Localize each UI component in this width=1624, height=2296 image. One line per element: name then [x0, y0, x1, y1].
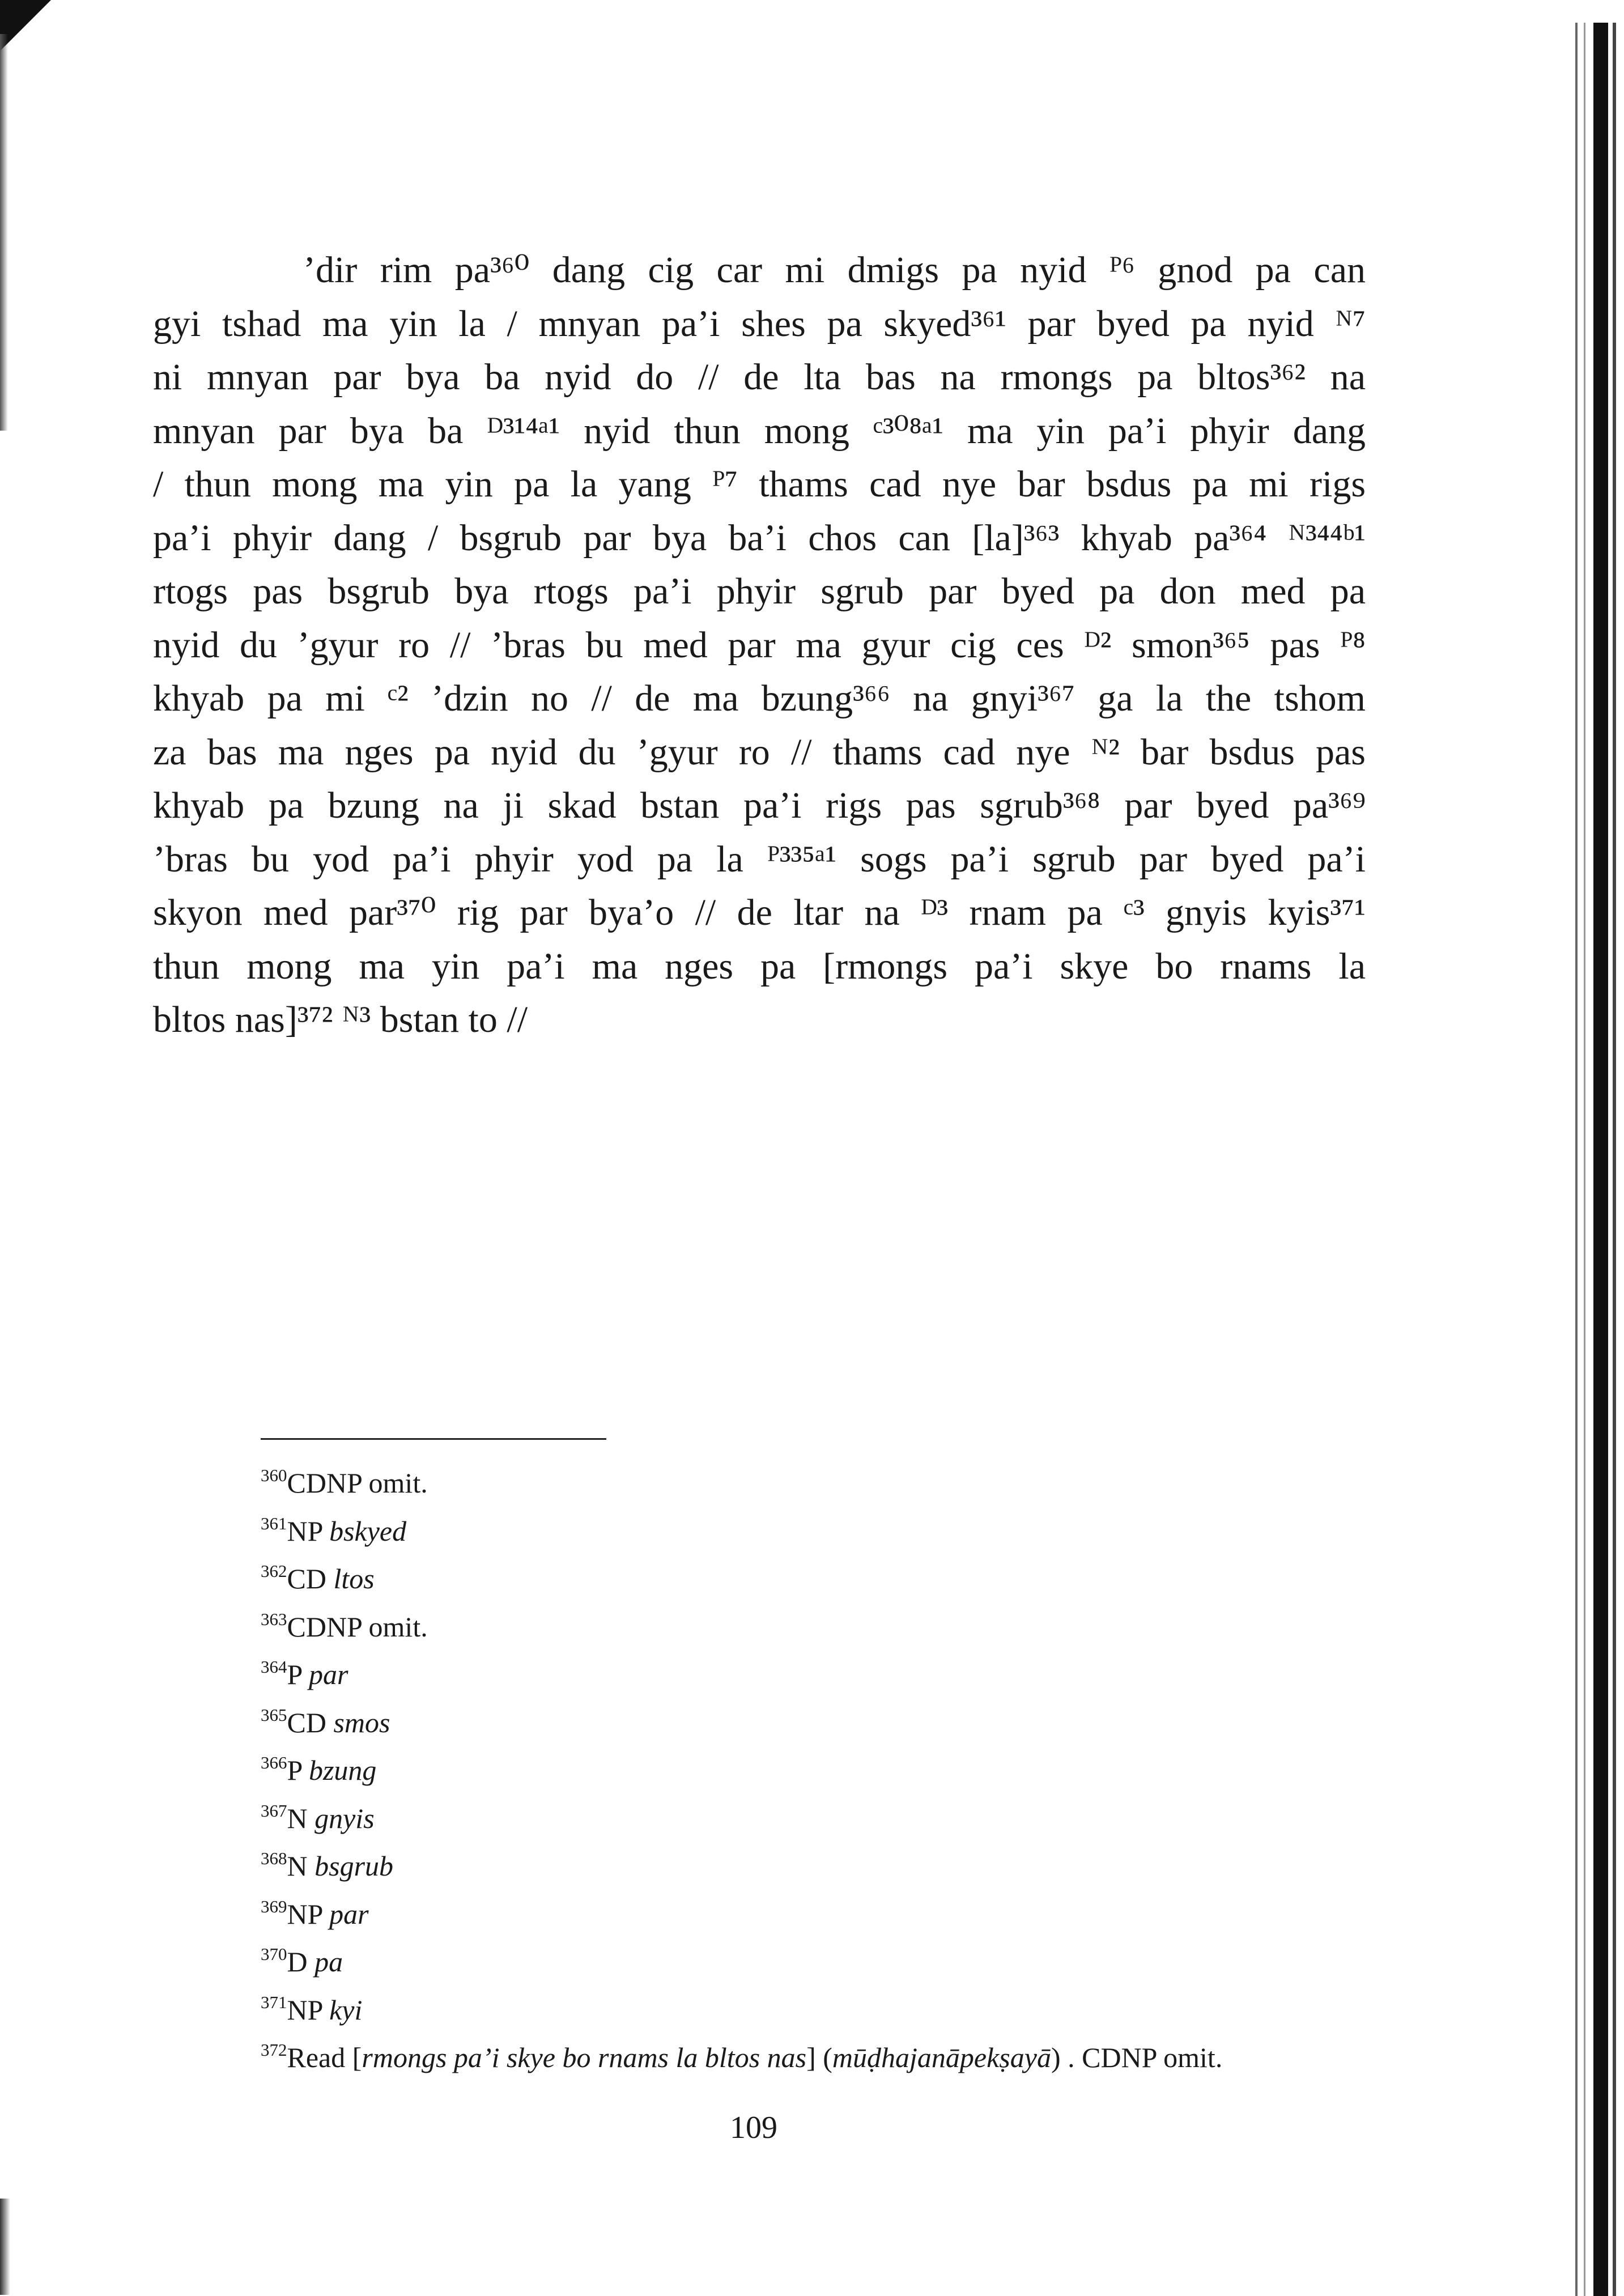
text-line: gyi tshad ma yin la / mnyan pa’i shes pa skyed³⁶¹ par byed pa nyid ᴺ⁷ — [153, 303, 1366, 345]
footnote-reading: bsgrub — [314, 1850, 394, 1882]
footnote-number: 367 — [261, 1800, 287, 1821]
scan-left-shadow-bottom — [0, 2199, 10, 2295]
footnote-number: 372 — [261, 2040, 287, 2060]
scan-right-edge — [1584, 23, 1585, 2296]
footnote-witness: P — [287, 1754, 302, 1786]
footnote — [261, 1842, 1451, 1890]
footnote-number: 364 — [261, 1657, 287, 1677]
footnote — [261, 1890, 1451, 1938]
text-line: nyid du ’gyur ro // ’bras bu med par ma gyur cig ces ᴰ² smon³⁶⁵ pas ᴾ⁸ — [153, 624, 1366, 666]
footnote-number: 361 — [261, 1513, 287, 1533]
footnote — [261, 1986, 1451, 2034]
footnote-reading: smos — [333, 1706, 390, 1738]
footnote-witness: CDNP — [287, 1610, 362, 1643]
footnote-separator — [261, 1438, 606, 1440]
footnote-witness: D — [287, 1946, 308, 1978]
footnote — [261, 1651, 1451, 1699]
footnote-reading: kyi — [329, 1993, 363, 2026]
footnote-number: 365 — [261, 1704, 287, 1725]
footnote-reading: omit. — [368, 1467, 428, 1499]
footnote-middle: ] ( — [806, 2042, 832, 2073]
footnote-number: 366 — [261, 1753, 287, 1772]
text-line: za bas ma nges pa nyid du ’gyur ro // thams cad nye ᴺ² bar bsdus pas — [153, 731, 1366, 773]
footnote-reading: par — [308, 1659, 348, 1690]
scan-right-edge — [1593, 23, 1608, 2296]
footnote-suffix: ) . CDNP omit. — [1051, 2042, 1223, 2073]
footnote-witness: CD — [287, 1706, 326, 1738]
text-line: bltos nas]³⁷² ᴺ³ bstan to // — [153, 999, 528, 1040]
footnote-sanskrit: mūḍhajanāpekṣayā — [832, 2042, 1051, 2073]
footnote — [261, 1603, 1451, 1651]
footnote-prefix: Read [ — [287, 2042, 362, 2073]
footnote-witness: NP — [287, 1993, 322, 2026]
footnote-number: 368 — [261, 1848, 287, 1868]
footnote-witness: NP — [287, 1898, 322, 1930]
main-text — [153, 244, 1366, 1047]
footnote-witness: N — [287, 1802, 308, 1834]
footnote-reading: omit. — [368, 1610, 428, 1643]
text-line: / thun mong ma yin pa la yang ᴾ⁷ thams cad nye bar bsdus pa mi rigs — [153, 464, 1366, 505]
text-line: ’bras bu yod pa’i phyir yod pa la ᴾ³³⁵ᵃ¹ sogs pa’i sgrub par byed pa’i — [153, 838, 1366, 880]
footnote — [261, 1699, 1451, 1747]
text-line: thun mong ma yin pa’i ma nges pa [rmongs pa’i skye bo rnams la — [153, 945, 1366, 987]
footnote-witness: P — [287, 1659, 302, 1690]
footnote — [261, 1795, 1451, 1843]
text-line: pa’i phyir dang / bsgrub par bya ba’i chos can [la]³⁶³ khyab pa³⁶⁴ ᴺ³⁴⁴ᵇ¹ — [153, 517, 1366, 559]
footnote-witness: CD — [287, 1563, 326, 1595]
footnote-reading: gnyis — [314, 1802, 375, 1834]
text-line: rtogs pas bsgrub bya rtogs pa’i phyir sgrub par byed pa don med pa — [153, 571, 1366, 612]
footnote-witness: CDNP — [287, 1467, 362, 1499]
footnote-reading: bzung — [308, 1754, 377, 1786]
footnote-number: 363 — [261, 1609, 287, 1629]
footnote-number: 370 — [261, 1944, 287, 1964]
page-number: 109 — [730, 2110, 777, 2145]
footnote-reading: pa — [314, 1946, 343, 1978]
footnote — [261, 1459, 1451, 1507]
footnote-witness: NP — [287, 1515, 322, 1547]
text-line: mnyan par bya ba ᴰ³¹⁴ᵃ¹ nyid thun mong ᶜ³⁰⁸ᵃ¹ ma yin pa’i phyir dang — [153, 410, 1366, 452]
text-line: skyon med par³⁷⁰ rig par bya’o // de ltar na ᴰ³ rnam pa ᶜ³ gnyis kyis³⁷¹ — [153, 892, 1366, 933]
footnote — [261, 1938, 1451, 1986]
footnote-witness: N — [287, 1850, 308, 1882]
footnote-number: 369 — [261, 1896, 287, 1916]
footnote — [261, 1507, 1451, 1555]
scan-right-edge — [1575, 23, 1578, 2296]
footnote-number: 362 — [261, 1561, 287, 1581]
footnote — [261, 2034, 1451, 2082]
footnote — [261, 1746, 1451, 1795]
footnote-reading: ltos — [333, 1563, 375, 1595]
footnote-number: 360 — [261, 1465, 287, 1485]
scan-left-shadow — [0, 34, 8, 431]
text-line: ni mnyan par bya ba nyid do // de lta bas na rmongs pa bltos³⁶² na — [153, 356, 1366, 398]
text-line: ’dir rim pa³⁶⁰ dang cig car mi dmigs pa nyid ᴾ⁶ gnod pa can — [303, 249, 1366, 291]
footnote-reading: bskyed — [329, 1515, 407, 1547]
text-line: khyab pa mi ᶜ² ’dzin no // de ma bzung³⁶⁶ na gnyi³⁶⁷ ga la the tshom — [153, 678, 1366, 719]
footnote — [261, 1555, 1451, 1603]
text-line: khyab pa bzung na ji skad bstan pa’i rigs pas sgrub³⁶⁸ par byed pa³⁶⁹ — [153, 785, 1366, 826]
scan-right-edge — [1613, 23, 1616, 2296]
footnotes — [261, 1459, 1451, 2082]
footnote-number: 371 — [261, 1992, 287, 2012]
footnote-reading: par — [329, 1898, 369, 1930]
footnote-reading: rmongs pa’i skye bo rnams la bltos nas — [362, 2042, 807, 2073]
